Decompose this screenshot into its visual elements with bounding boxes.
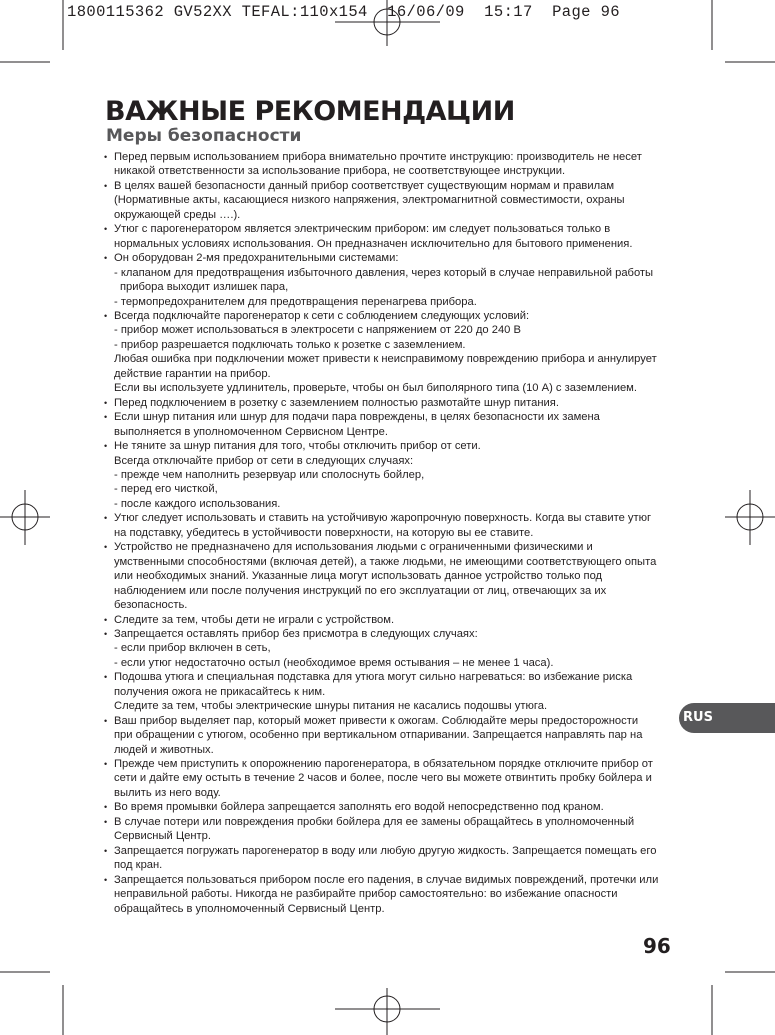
- language-badge: RUS: [679, 703, 775, 733]
- instruction-line: или необходимых знаний. Указанные лица могут использовать данное устройство только под: [114, 570, 603, 583]
- safety-instructions-list: [102, 150, 674, 916]
- instruction-item: [102, 540, 674, 612]
- instruction-line: умственными способностями (включая детей), а также людьми, не имеющими соответствующего опыта: [114, 555, 657, 568]
- instruction-line: действие гарантии на прибор.: [114, 367, 271, 380]
- instruction-line: получения ожога не прикасайтесь к ним.: [114, 685, 326, 698]
- instruction-line: • Ваш прибор выделяет пар, который может привести к ожогам. Соблюдайте меры предосторожности: [114, 714, 639, 727]
- instruction-line: сети и дайте ему остыть в течение 2 часов и более, после чего вы можете отвинтить пробку бойлера и: [114, 772, 652, 785]
- instruction-line: - перед его чисткой,: [114, 483, 218, 496]
- instruction-line: • В случае потери или повреждения пробки бойлера для ее замены обращайтесь в уполномоченный: [114, 815, 635, 828]
- page-title: ВАЖНЫЕ РЕКОМЕНДАЦИИ: [105, 96, 515, 127]
- instruction-line: (Нормативные акты, касающиеся низкого напряжения, электромагнитной совместимости, охраны: [114, 194, 625, 207]
- instruction-line: • Если шнур питания или шнур для подачи пара повреждены, в целях безопасности их замена: [114, 411, 600, 424]
- instruction-item: [102, 670, 674, 713]
- instruction-line: • Не тяните за шнур питания для того, чтобы отключить прибор от сети.: [114, 440, 481, 453]
- instruction-line: выполняется в уполномоченном Сервисном Центре.: [114, 425, 388, 438]
- page-number: 96: [643, 934, 671, 958]
- instruction-line: Сервисный Центр.: [114, 830, 212, 843]
- instruction-item: [102, 222, 674, 251]
- instruction-line: Всегда отключайте прибор от сети в следующих случаях:: [114, 454, 414, 467]
- instruction-line: окружающей среды ….).: [114, 208, 241, 221]
- instruction-line: • Перед первым использованием прибора внимательно прочтите инструкцию: производитель не несет: [114, 151, 642, 163]
- instruction-line: обращайтесь в уполномоченный Сервисный Центр.: [114, 902, 385, 915]
- instruction-item: [102, 179, 674, 222]
- instruction-line: при обращении с утюгом, особенно при вертикальном отпаривании. Запрещается направлять пар на: [114, 729, 643, 742]
- instruction-line: • Утюг с парогенератором является электрическим прибором: им следует пользоваться только в: [114, 223, 611, 236]
- instruction-line: • Перед подключением в розетку с заземлением полностью размотайте шнур питания.: [114, 396, 559, 409]
- instruction-item: [102, 627, 674, 670]
- instruction-line: - если прибор включен в сеть,: [114, 642, 271, 655]
- instruction-line: на подставку, убедитесь в устойчивости поверхности, на которую вы ее ставите.: [114, 526, 534, 539]
- instruction-line: - прибор разрешается подключать только к розетке с заземлением.: [114, 338, 466, 351]
- instruction-item: [102, 396, 674, 410]
- instruction-line: • Следите за тем, чтобы дети не играли с устройством.: [114, 613, 395, 626]
- registration-mark-left: [0, 490, 50, 545]
- instruction-item: [102, 309, 674, 396]
- instruction-line: Любая ошибка при подключении может привести к неисправимому повреждению прибора и аннулирует: [114, 353, 657, 366]
- instruction-item: [102, 251, 674, 309]
- instruction-item: [102, 873, 674, 916]
- instruction-item: [102, 439, 674, 511]
- instruction-line: прибора выходит излишек пара,: [120, 281, 289, 294]
- instruction-line: людей и животных.: [114, 743, 214, 756]
- instruction-line: • Запрещается пользоваться прибором после его падения, в случае видимых повреждений, протечки или: [114, 873, 659, 886]
- registration-mark-bottom: [335, 988, 440, 1035]
- instruction-line: под кран.: [114, 859, 163, 872]
- instruction-line: • Запрещается погружать парогенератор в воду или любую другую жидкость. Запрещается помещать его: [114, 844, 657, 857]
- instruction-line: - клапаном для предотвращения избыточного давления, через который в случае неправильной работы: [114, 266, 654, 279]
- instruction-line: - прежде чем наполнить резервуар или сполоснуть бойлер,: [114, 468, 425, 481]
- instruction-line: нормальных условиях использования. Он предназначен исключительно для бытового применения.: [114, 237, 633, 250]
- instruction-line: • Утюг следует использовать и ставить на устойчивую жаропрочную поверхность. Когда вы ставите утюг: [114, 512, 652, 525]
- instruction-line: - если утюг недостаточно остыл (необходимое время остывания – не менее 1 часа).: [114, 656, 554, 669]
- instruction-item: [102, 714, 674, 757]
- instruction-line: • Прежде чем приступить к опорожнению парогенератора, в обязательном порядке отключите прибор от: [114, 758, 653, 771]
- instruction-line: • Во время промывки бойлера запрещается заполнять его водой непосредственно под краном.: [114, 801, 604, 814]
- instruction-item: [102, 150, 674, 179]
- instruction-line: - прибор может использоваться в электросети с напряжением от 220 до 240 В: [114, 324, 521, 337]
- instruction-line: • Подошва утюга и специальная подставка для утюга могут сильно нагреваться: во избежание риска: [114, 671, 633, 684]
- instruction-line: вылить из него воду.: [114, 786, 221, 799]
- instruction-line: • Всегда подключайте парогенератор к сети с соблюдением следующих условий:: [114, 309, 530, 322]
- instruction-line: - после каждого использования.: [114, 497, 281, 510]
- instruction-item: [102, 815, 674, 844]
- instruction-item: [102, 613, 674, 627]
- instruction-line: никакой ответственности за использование прибора, не соответствующее инструкции.: [114, 165, 566, 178]
- instruction-line: • Устройство не предназначено для использования людьми с ограниченными физическими и: [114, 541, 593, 554]
- registration-mark-right: [725, 490, 775, 545]
- instruction-item: [102, 800, 674, 814]
- instruction-line: неправильной работы. Никогда не разбирайте прибор самостоятельно: во избежание опасности: [114, 888, 618, 901]
- instruction-line: • Запрещается оставлять прибор без присмотра в следующих случаях:: [114, 627, 478, 640]
- print-slug-line: 1800115362 GV52XX TEFAL:110x154 16/06/09 15:17 Page 96: [67, 3, 620, 21]
- instruction-line: Если вы используете удлинитель, проверьте, чтобы он был биполярного типа (10 А) с заземлением.: [114, 382, 637, 395]
- instruction-item: [102, 757, 674, 800]
- instruction-line: • В целях вашей безопасности данный прибор соответствует существующим нормам и правилам: [114, 179, 615, 192]
- section-subtitle: Меры безопасности: [106, 126, 302, 146]
- instruction-line: - термопредохранителем для предотвращения перенагрева прибора.: [114, 295, 477, 308]
- instruction-line: безопасность.: [114, 599, 188, 612]
- instruction-item: [102, 410, 674, 439]
- instruction-line: • Он оборудован 2-мя предохранительными системами:: [114, 252, 399, 265]
- registration-mark-top: [335, 0, 440, 46]
- instruction-line: наблюдением или после получения инструкций по его эксплуатации от лиц, отвечающих за их: [114, 584, 607, 597]
- instruction-item: [102, 844, 674, 873]
- instruction-item: [102, 511, 674, 540]
- instruction-line: Следите за тем, чтобы электрические шнуры питания не касались подошвы утюга.: [114, 700, 548, 713]
